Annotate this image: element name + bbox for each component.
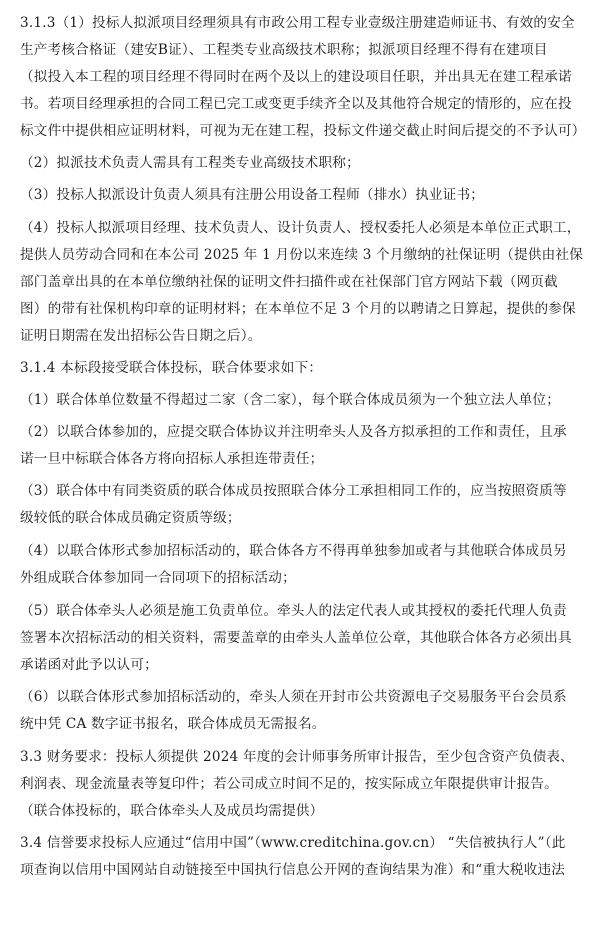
paragraph-line: （2）以联合体参加的，应提交联合体协议并注明牵头人及各方拟承担的工作和责任，且承 bbox=[20, 424, 567, 440]
paragraph-line: （2）拟派技术负责人需具有工程类专业高级技术职称； bbox=[20, 155, 360, 171]
paragraph-line: （6）以联合体形式参加招标活动的，牵头人须在开封市公共资源电子交易服务平台会员系 bbox=[20, 689, 567, 705]
paragraph-line: 3.1.4 本标段接受联合体投标，联合体要求如下： bbox=[20, 360, 323, 376]
paragraph-line: （联合体投标的，联合体牵头人及成员均需提供） bbox=[20, 803, 324, 819]
paragraph-line: 签署本次招标活动的相关资料，需要盖章的由牵头人盖单位公章，其他联合体各方必须出具 bbox=[20, 630, 572, 646]
paragraph-line: （4）投标人拟派项目经理、技术负责人、设计负责人、授权委托人必须是本单位正式职工， bbox=[20, 220, 581, 236]
paragraph-line: 诺一旦中标联合体各方将向招标人承担连带责任； bbox=[20, 451, 324, 467]
paragraph-line: 证明日期需在发出招标公告日期之后）。 bbox=[20, 328, 262, 344]
paragraph-line: （3）投标人拟派设计负责人须具有注册公用设备工程师（排水）执业证书； bbox=[20, 187, 485, 203]
paragraph-line: 3.4 信誉要求投标人应通过“信用中国”（www.creditchina.gov.cn） “失信被执行人”（此 bbox=[20, 835, 566, 851]
paragraph-line: 书。若项目经理承担的合同工程已完工或变更手续齐全以及其他符合规定的情形的，应在投 bbox=[20, 96, 572, 112]
paragraph-line: 生产考核合格证（建安B证）、工程类专业高级技术职称；拟派项目经理不得有在建项目 bbox=[20, 42, 548, 58]
paragraph-line: （拟投入本工程的项目经理不得同时在两个及以上的建设项目任职，并出具无在建工程承诺 bbox=[20, 69, 572, 85]
paragraph-line: 部门盖章出具的在本单位缴纳社保的证明文件扫描件或在社保部门官方网站下载（网页截 bbox=[20, 274, 558, 290]
paragraph-line: 承诺函对此予以认可； bbox=[20, 657, 158, 673]
paragraph-line: 统中凭 CA 数字证书报名，联合体成员无需报名。 bbox=[20, 716, 326, 732]
paragraph-line: 图）的带有社保机构印章的证明材料；在本单位不足 3 个月的以聘请之日算起，提供的参保 bbox=[20, 301, 576, 317]
paragraph-line: （4）以联合体形式参加招标活动的，联合体各方不得再单独参加或者与其他联合体成员另 bbox=[20, 543, 567, 559]
paragraph-line: 项查询以信用中国网站自动链接至中国执行信息公开网的查询结果为准）和“重大税收违法 bbox=[20, 862, 566, 878]
paragraph-line: 3.1.3（1）投标人拟派项目经理须具有市政公用工程专业壹级注册建造师证书、有效的安全 bbox=[20, 15, 575, 31]
paragraph-line: （3）联合体中有同类资质的联合体成员按照联合体分工承担相同工作的，应当按照资质等 bbox=[20, 483, 567, 499]
paragraph-line: （5）联合体牵头人必须是施工负责单位。牵头人的法定代表人或其授权的委托代理人负责 bbox=[20, 603, 567, 619]
paragraph-line: （1）联合体单位数量不得超过二家（含二家），每个联合体成员须为一个独立法人单位； bbox=[20, 392, 561, 408]
paragraph-line: 标文件中提供相应证明材料，可视为无在建工程，投标文件递交截止时间后提交的不予认可） bbox=[20, 123, 586, 139]
paragraph-line: 3.3 财务要求：投标人须提供 2024 年度的会计师事务所审计报告，至少包含资产负债表、 bbox=[20, 749, 574, 765]
paragraph-line: 级较低的联合体成员确定资质等级； bbox=[20, 510, 241, 526]
paragraph-line: 外组成联合体参加同一合同项下的招标活动； bbox=[20, 570, 296, 586]
paragraph-line: 提供人员劳动合同和在本公司 2025 年 1 月份以来连续 3 个月缴纳的社保证明（提供由社保 bbox=[20, 247, 583, 263]
paragraph-line: 利润表、现金流量表等复印件；若公司成立时间不足的，按实际成立年限提供审计报告。 bbox=[20, 776, 558, 792]
